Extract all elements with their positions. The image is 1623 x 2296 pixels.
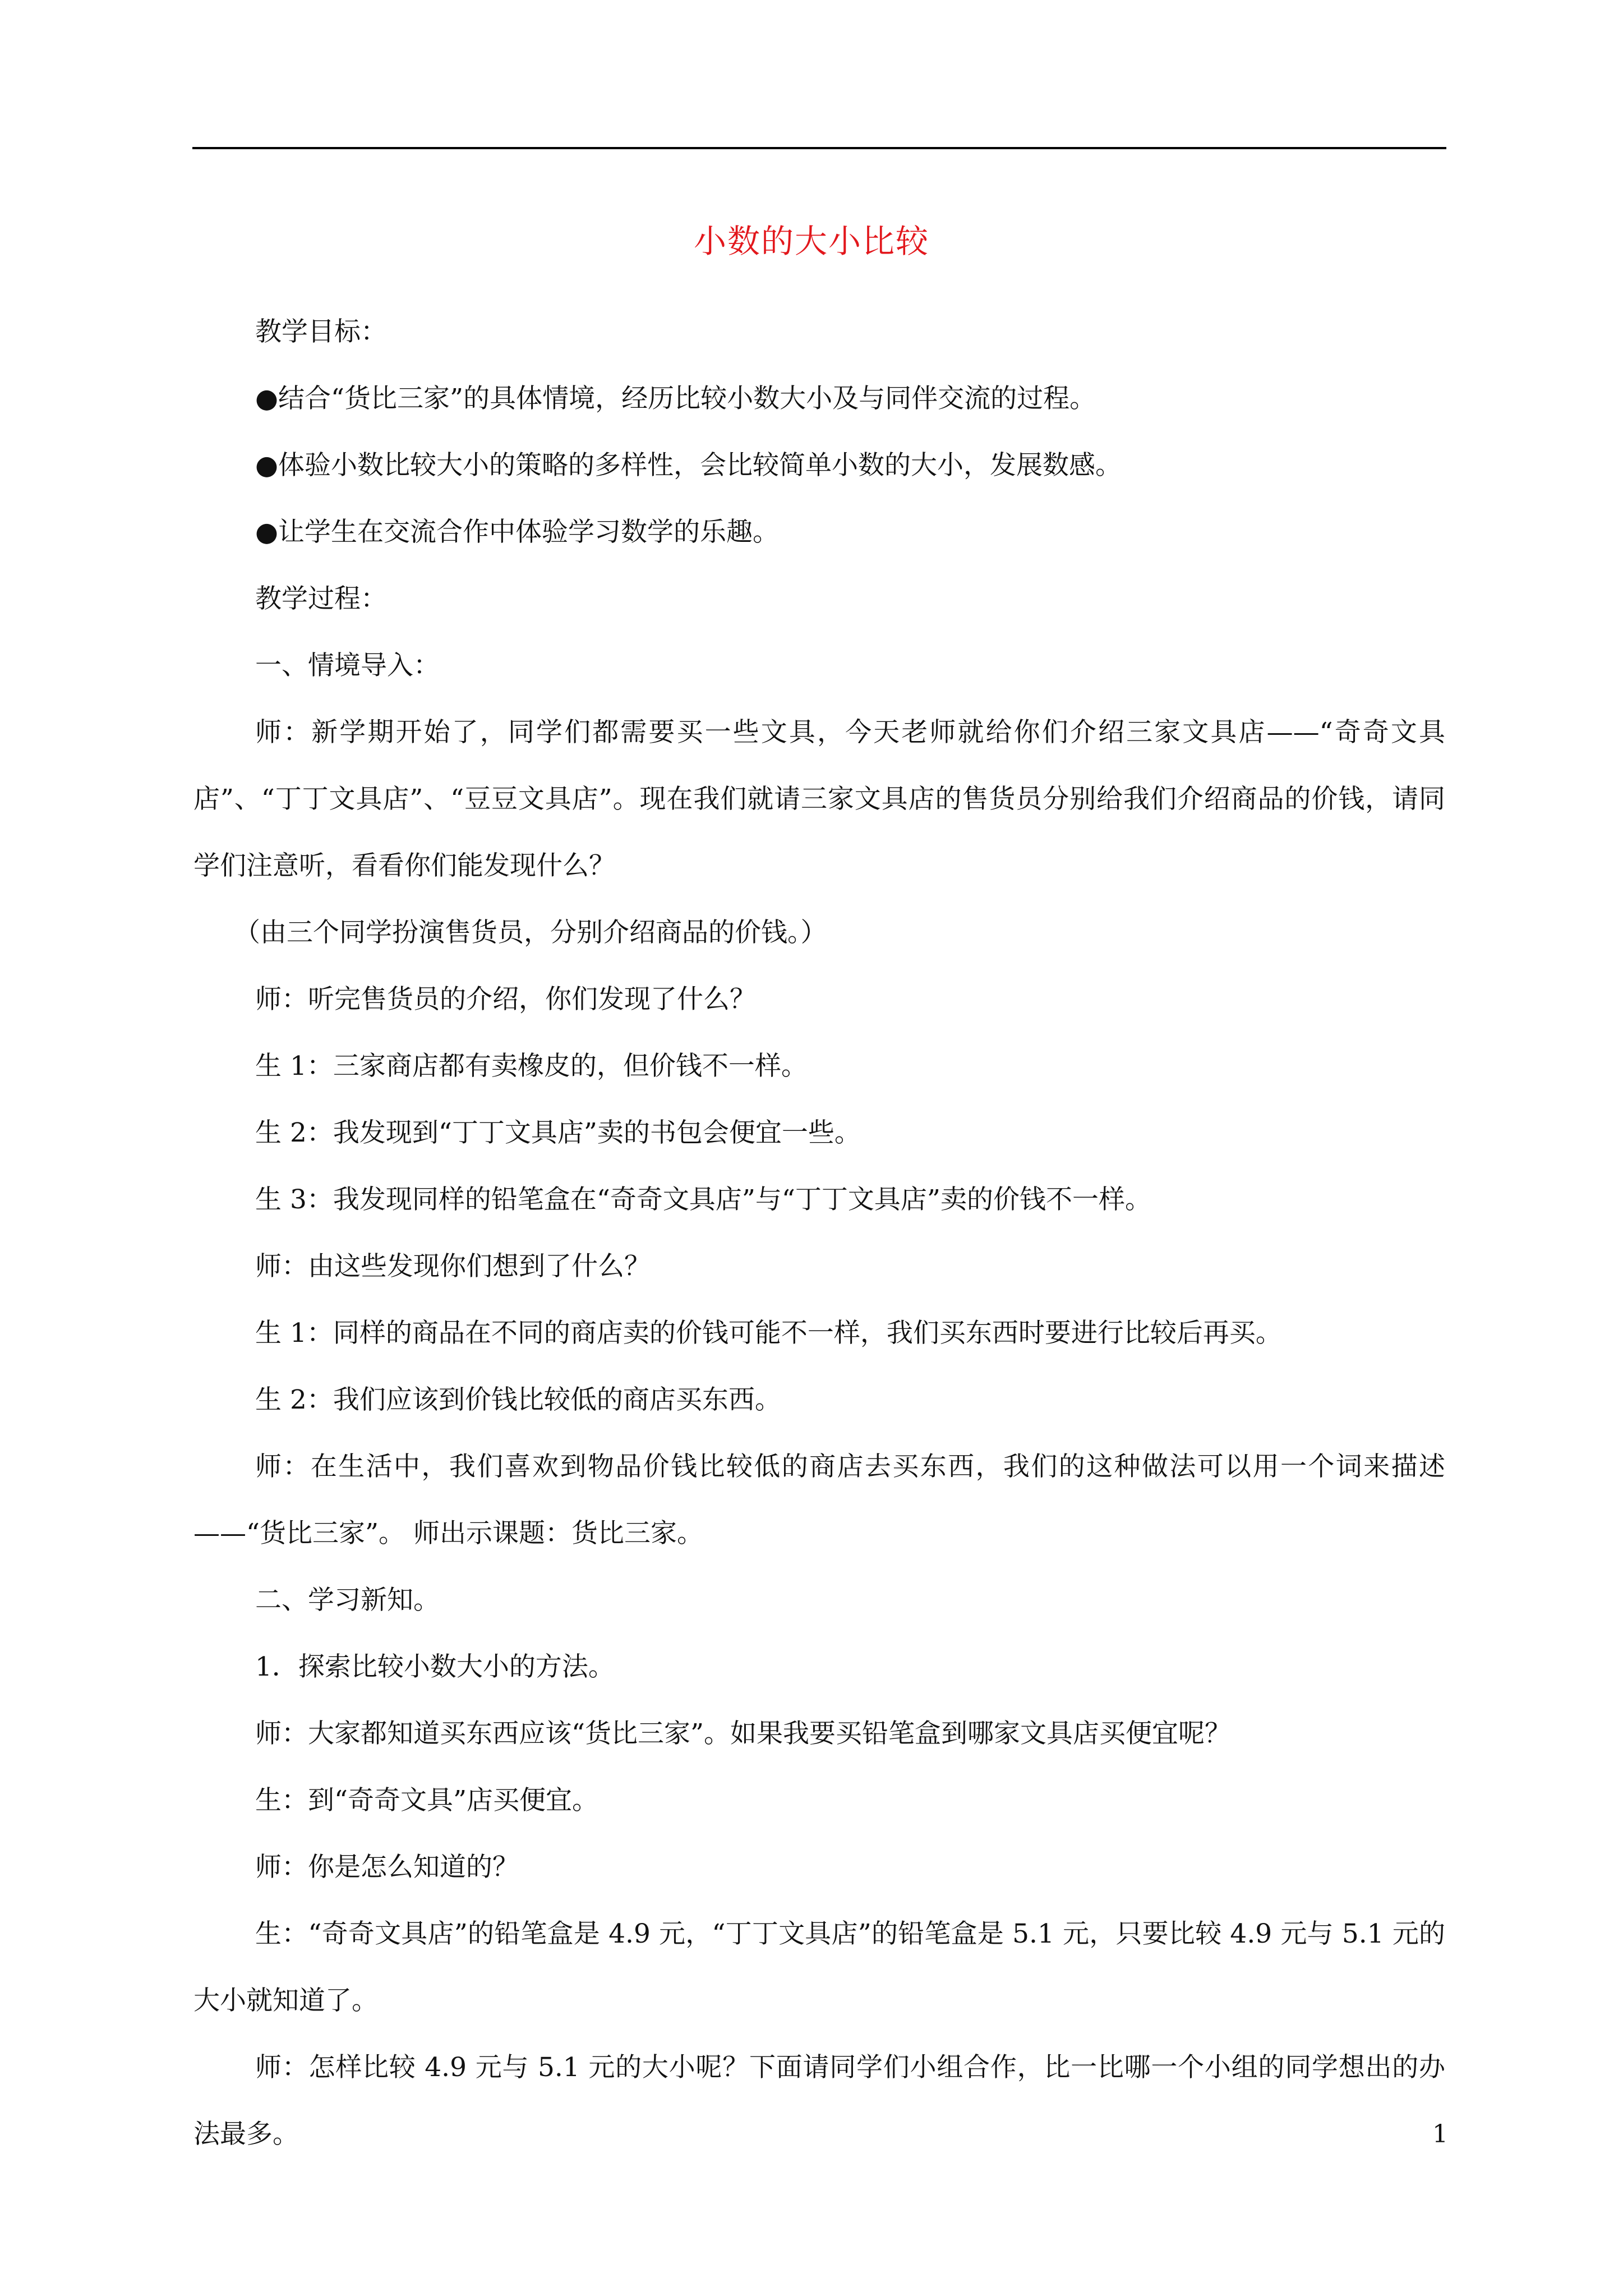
- subsection-heading: 1．探索比较小数大小的方法。: [255, 1651, 615, 1682]
- dialogue-paragraph: 师：由这些发现你们想到了什么？: [255, 1251, 651, 1282]
- dialogue-paragraph: 生 2：我发现到“丁丁文具店”卖的书包会便宜一些。: [255, 1117, 861, 1148]
- subsection-heading: 一、情境导入：: [255, 650, 440, 681]
- header-rule: [192, 147, 1446, 149]
- dialogue-paragraph: 师：你是怎么知道的？: [255, 1852, 519, 1883]
- document-title: 小数的大小比较: [693, 222, 929, 260]
- dialogue-paragraph: 师：听完售货员的介绍，你们发现了什么？: [255, 984, 756, 1015]
- stage-direction: （由三个同学扮演售货员，分别介绍商品的价钱。）: [234, 917, 827, 948]
- dialogue-paragraph: 生 1：三家商店都有卖橡皮的，但价钱不一样。: [255, 1051, 808, 1082]
- objective-item: ●结合“货比三家”的具体情境，经历比较小数大小及与同伴交流的过程。: [255, 383, 1096, 414]
- objective-item: ●让学生在交流合作中体验学习数学的乐趣。: [255, 517, 780, 547]
- dialogue-paragraph: 生 3：我发现同样的铅笔盒在“奇奇文具店”与“丁丁文具店”卖的价钱不一样。: [255, 1184, 1151, 1215]
- dialogue-paragraph: 生：到“奇奇文具”店买便宜。: [255, 1785, 599, 1816]
- objective-item: ●体验小数比较大小的策略的多样性，会比较简单小数的大小，发展数感。: [255, 450, 1122, 481]
- page-number: 1: [1432, 2120, 1448, 2148]
- document-body: [193, 298, 1445, 2168]
- dialogue-paragraph: 师：在生活中，我们喜欢到物品价钱比较低的商店去买东西，我们的这种做法可以用一个词来描述——“货比三家”。 师出示课题：货比三家。: [193, 1451, 1445, 1549]
- dialogue-paragraph: 师：大家都知道买东西应该“货比三家”。如果我要买铅笔盒到哪家文具店买便宜呢？: [255, 1718, 1232, 1749]
- dialogue-paragraph: 师：怎样比较 4.9 元与 5.1 元的大小呢？下面请同学们小组合作，比一比哪一个小组的同学想出的办法最多。: [193, 2052, 1445, 2150]
- dialogue-paragraph: 生：“奇奇文具店”的铅笔盒是 4.9 元，“丁丁文具店”的铅笔盒是 5.1 元，只要比较 4.9 元与 5.1 元的大小就知道了。: [193, 1918, 1445, 2016]
- dialogue-paragraph: 生 2：我们应该到价钱比较低的商店买东西。: [255, 1384, 781, 1415]
- section-heading-process: 教学过程：: [255, 583, 387, 614]
- dialogue-paragraph: 师：新学期开始了，同学们都需要买一些文具，今天老师就给你们介绍三家文具店——“奇奇文具店”、“丁丁文具店”、“豆豆文具店”。现在我们就请三家文具店的售货员分别给我们介绍商品的价钱，请同学们注意听，看看你们能发现什么？: [193, 717, 1445, 881]
- dialogue-paragraph: 生 1：同样的商品在不同的商店卖的价钱可能不一样，我们买东西时要进行比较后再买。: [255, 1318, 1282, 1349]
- subsection-heading: 二、学习新知。: [255, 1585, 440, 1616]
- section-heading-objectives: 教学目标：: [255, 316, 387, 347]
